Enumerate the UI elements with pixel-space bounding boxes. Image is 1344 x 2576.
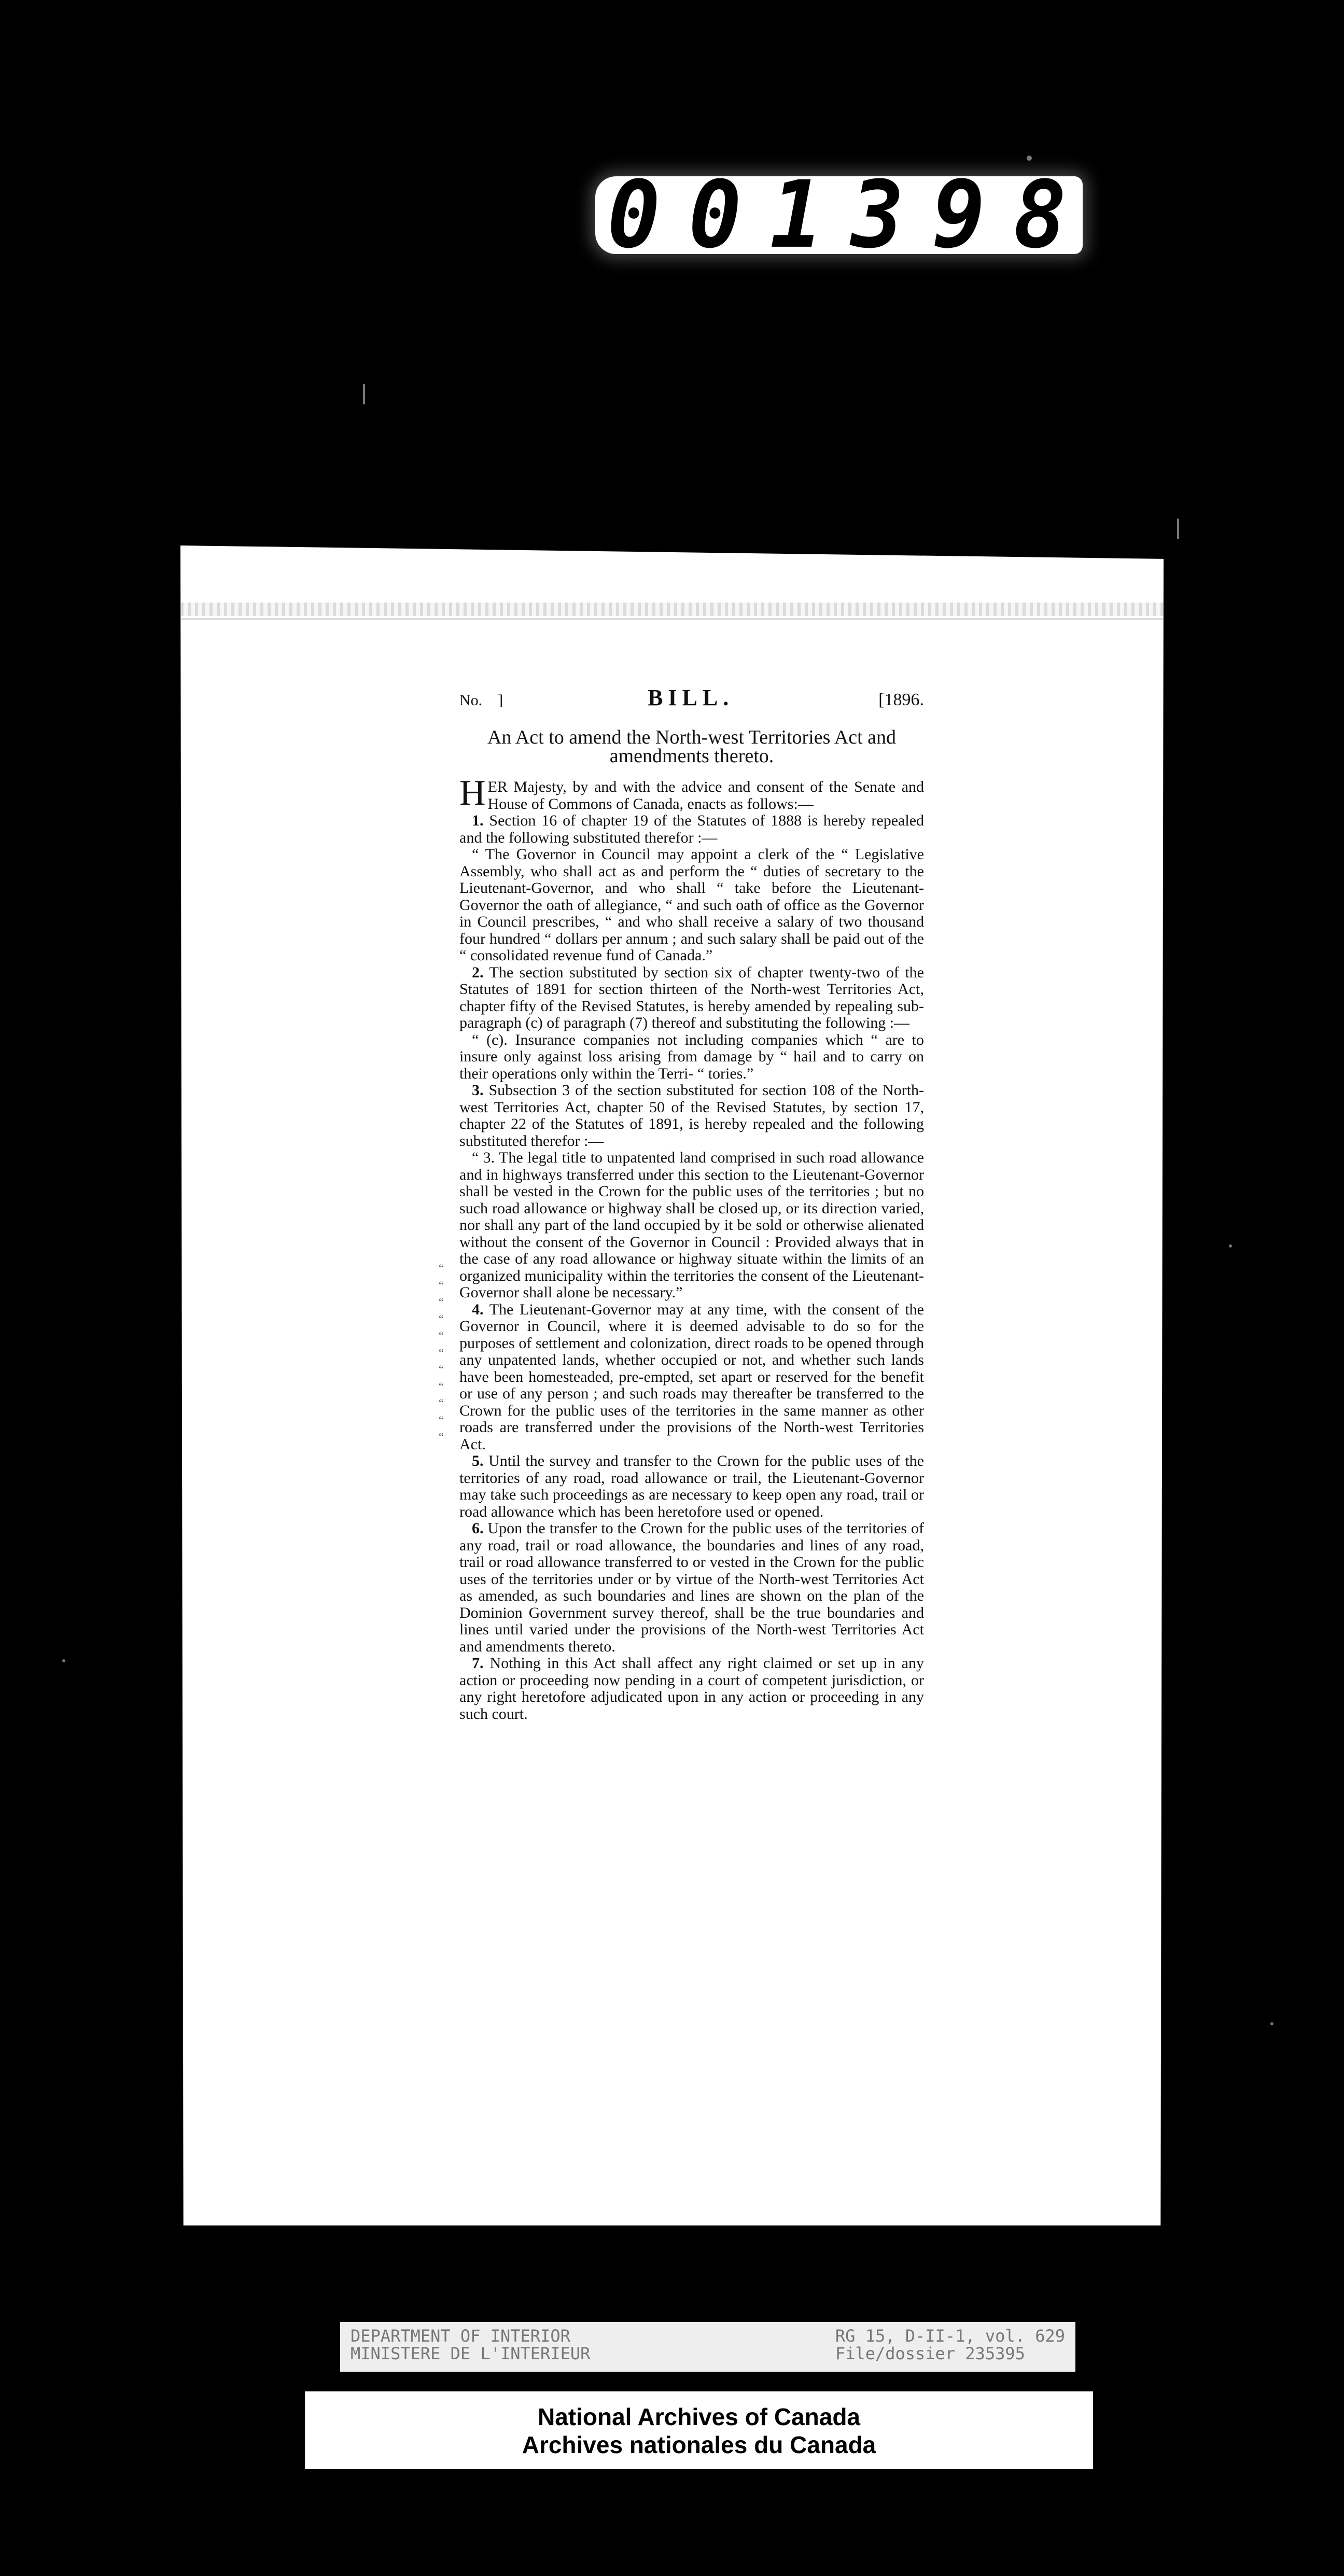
stamp-digit: 9 xyxy=(932,161,990,269)
bill-number: No. ] xyxy=(459,692,503,709)
bill-text xyxy=(459,685,925,1723)
stamp-digit: 0 xyxy=(607,161,665,269)
section-2: 2. The section substituted by section six of chapter twenty-two of the Statutes of 1891 for section thirteen of the North-west Territories Act, chapter fifty of the Revised Statutes, is hereby amended by repealing sub-paragraph (c) of paragraph (7) thereof and substituting the following :— xyxy=(459,963,924,1031)
film-speck xyxy=(1027,156,1032,161)
stamp-digit: 1 xyxy=(769,161,827,269)
section-7: 7. Nothing in this Act shall affect any right claimed or set up in any action or proceeding now pending in a court of competent jurisdiction, or any right heretofore adjudicated upon in any action or proceeding in any such court. xyxy=(459,1655,925,1723)
section-2-quote: “ (c). Insurance companies not including companies which “ are to insure only against loss arising from damage by “ hail and to carry on their operations only within the Terri- “ tories.” xyxy=(459,1031,924,1082)
section-1: 1. Section 16 of chapter 19 of the Statutes of 1888 is hereby repealed and the following substituted therefor :— xyxy=(459,812,925,846)
bill-subtitle: An Act to amend the North-west Territories Act and amendments thereto. xyxy=(487,726,897,767)
margin-mark: “ xyxy=(439,1329,444,1342)
bill-title: BILL. xyxy=(648,685,734,710)
stamp-digit: 0 xyxy=(688,161,746,269)
film-speck xyxy=(1270,2022,1273,2025)
margin-mark: “ xyxy=(439,1413,444,1426)
margin-mark: “ xyxy=(439,1363,444,1376)
section-3-quote: “ 3. The legal title to unpatented land comprised in such road allowance and in highways transferred under this section to the Lieutenant-Governor shall be vested in the Crown for the public uses of the territories ; but no such road allowance or highway shall be closed up, or its direction varied, nor shall any part of the land occupied by it be sold or otherwise alienated without the consent of the Governor in Council : Provided always that in the case of any road allowance or highway situate within the limits of an organized municipality within the territories the consent of the Lieutenant-Governor shall alone be necessary.” xyxy=(459,1149,924,1301)
margin-mark: “ xyxy=(439,1262,444,1275)
margin-mark: “ xyxy=(439,1295,444,1308)
page-scan-band xyxy=(180,603,1164,616)
section-1-quote: “ The Governor in Council may appoint a clerk of the “ Legislative Assembly, who shall act as and perform the “ duties of secretary to the Lieutenant-Governor, and who shall “ take before the Lieutenant-Governor the oath of allegiance, “ and such oath of office as the Governor in Council prescribes, “ and who shall receive a salary of two thousand four hundred “ dollars per annum ; and such salary shall be paid out of the “ consolidated revenue fund of Canada.” xyxy=(459,846,924,964)
film-speck xyxy=(62,1659,65,1662)
section-6: 6. Upon the transfer to the Crown for the public uses of the territories of any road, trail or road allowance, the boundaries and lines of any road, trail or road allowance transferred to or vested in the Crown for the public uses of the territories under or by virtue of the North-west Territories Act as amended, as such boundaries and lines are shown on the plan of the Dominion Government survey thereof, shall be the true boundaries and lines until varied under the provisions of the North-west Territories Act and amendments thereto. xyxy=(459,1520,925,1655)
bill-year: [1896. xyxy=(878,690,924,709)
file-number: File/dossier 235395 xyxy=(835,2344,1025,2363)
film-speck xyxy=(1229,1244,1232,1248)
section-5: 5. Until the survey and transfer to the Crown for the public uses of the territories of any road, road allowance or trail, the Lieutenant-Governor may take such proceedings as are necessary to keep open any road, trail or road allowance which has been heretofore used or opened. xyxy=(459,1452,924,1520)
page-divider xyxy=(180,618,1164,620)
margin-mark: “ xyxy=(439,1379,444,1393)
bill-header xyxy=(459,685,924,716)
margin-mark: “ xyxy=(439,1346,444,1359)
file-reference xyxy=(835,2322,1065,2372)
margin-quote-marks xyxy=(439,1260,449,1446)
margin-mark: “ xyxy=(439,1312,444,1325)
record-group-reference: RG 15, D-II-1, vol. 629 xyxy=(835,2326,1065,2346)
archive-name-fr: Archives nationales du Canada xyxy=(522,2431,876,2458)
margin-mark: “ xyxy=(439,1430,444,1443)
film-speck xyxy=(363,384,365,404)
department-name-en: DEPARTMENT OF INTERIOR xyxy=(351,2326,570,2346)
margin-mark: “ xyxy=(439,1278,444,1292)
film-speck xyxy=(1177,519,1179,539)
archive-credit xyxy=(305,2391,1093,2469)
archive-name-en: National Archives of Canada xyxy=(537,2403,860,2430)
margin-mark: “ xyxy=(439,1396,444,1409)
enacting-clause: HER Majesty, by and with the advice and consent of the Senate and House of Commons of Canada, enacts as follows:— xyxy=(459,773,924,813)
stamp-digit: 3 xyxy=(851,161,908,269)
stamp-digit: 8 xyxy=(1013,161,1071,269)
section-4: 4. The Lieutenant-Governor may at any time, with the consent of the Governor in Council, where it is deemed advisable to do so for the purposes of settlement and colonization, direct roads to be opened through any unpatented lands, whether occupied or not, and whether such lands have been homesteaded, pre-empted, set apart or reserved for the benefit or use of any person ; and such roads may thereafter be transferred to the Crown for the public uses of the territories in the same manner as other roads are transferred under the provisions of the North-west Territories Act. xyxy=(459,1300,924,1453)
department-name xyxy=(351,2322,590,2372)
document-number-stamp xyxy=(595,161,1083,269)
section-3: 3. Subsection 3 of the section substituted for section 108 of the North-west Territories Act, chapter 50 of the Revised Statutes, by section 17, chapter 22 of the Statutes of 1891, is hereby repealed and the following substituted therefor :— xyxy=(459,1082,925,1150)
department-name-fr: MINISTERE DE L'INTERIEUR xyxy=(351,2344,591,2363)
department-label-strip xyxy=(340,2322,1075,2372)
